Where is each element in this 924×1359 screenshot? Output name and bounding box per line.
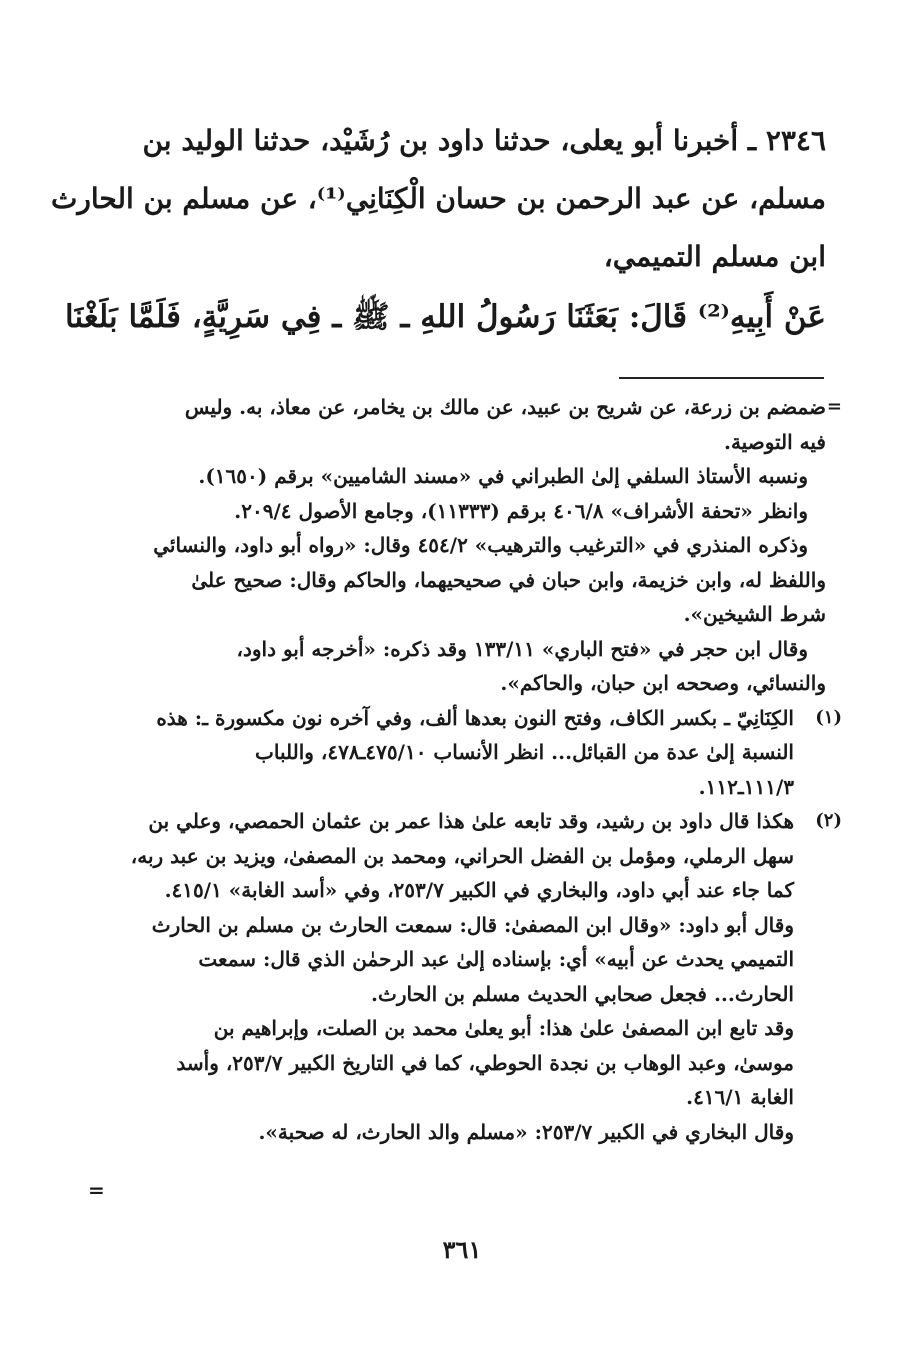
footnote-line: وقال أبو داود: «وقال ابن المصفىٰ: قال: سمعت الحارث بن مسلم بن الحارث <box>151 912 794 937</box>
hadith-line: ابن مسلم التميمي، <box>603 240 826 273</box>
footnote-2 <box>108 804 842 1149</box>
footnote-line: التميمي يحدث عن أبيه» أي: بإسناده إلىٰ عبد الرحمٰن الذي قال: سمعت <box>198 947 794 971</box>
footnote-line: وقال ابن حجر في «فتح الباري» ١٣٣/١١ وقد ذكره: «أخرجه أبو داود، <box>236 636 808 661</box>
footnote-1 <box>108 701 842 805</box>
footnote-line: واللفظ له، وابن خزيمة، وابن حبان في صحيحيهما، والحاكم وقال: صحيح علىٰ <box>191 567 826 592</box>
footnote-line: فيه التوصية. <box>723 429 826 454</box>
footnote-line: وقال البخاري في الكبير ٢٥٣/٧: «مسلم والد الحارث، له صحبة». <box>258 1119 794 1144</box>
hadith-line: مسلم، عن عبد الرحمن بن حسان الْكِنَانِي⁽¹⁾، عن مسلم بن الحارث <box>50 182 826 215</box>
continuation-marker: = <box>826 396 842 417</box>
footnote-2-number: (٢) <box>815 810 842 831</box>
page-number: ٣٦١ <box>442 1235 482 1264</box>
footnote-line: ضمضم بن زرعة، عن شريح بن عبيد، عن مالك بن يخامر، عن معاذ، به. وليس <box>184 395 826 419</box>
footnote-line: النسبة إلىٰ عدة من القبائل... انظر الأنساب ٤٧٥/١٠ـ٤٧٨، واللباب <box>255 740 794 764</box>
hadith-text <box>50 112 826 346</box>
footnote-line: الحارث... فجعل صحابي الحديث مسلم بن الحارث. <box>371 981 794 1006</box>
footnote-line: كما جاء عند أبي داود، والبخاري في الكبير ٢٥٣/٧، وفي «أسد الغابة» ٤١٥/١. <box>164 878 794 902</box>
footnote-line: وذكره المنذري في «الترغيب والترهيب» ٤٥٤/٢ وقال: «رواه أبو داود، والنسائي <box>153 533 808 557</box>
footnote-line: هكذا قال داود بن رشيد، وقد تابعه علىٰ هذا عمر بن عثمان الحمصي، وعلي بن <box>148 809 794 833</box>
footnotes <box>108 390 842 1149</box>
footnote-line: وانظر «تحفة الأشراف» ٤٠٦/٨ برقم (١١٣٣٣)، وجامع الأصول ٢٠٩/٤. <box>234 498 808 523</box>
footnote-line: موسىٰ، وعبد الوهاب بن نجدة الحوطي، كما في التاريخ الكبير ٢٥٣/٧، وأسد <box>176 1050 794 1075</box>
hadith-line: ٢٣٤٦ ـ أخبرنا أبو يعلى، حدثنا داود بن رُشَيْد، حدثنا الوليد بن <box>142 124 826 157</box>
footnote-line: ١١١/٣ـ١١٢. <box>698 774 794 799</box>
footnote-divider <box>619 377 824 379</box>
footnote-line: ونسبه الأستاذ السلفي إلىٰ الطبراني في «مسند الشاميين» برقم (١٦٥٠). <box>198 464 808 488</box>
footnote-line: والنسائي، وصححه ابن حبان، والحاكم». <box>500 671 826 695</box>
footnote-line: الغابة ٤١٦/١. <box>686 1085 794 1109</box>
footnote-line: الكِنَانِيّ ـ بكسر الكاف، وفتح النون بعدها ألف، وفي آخره نون مكسورة ـ: هذه <box>156 705 794 730</box>
continuation-end-marker: = <box>88 1178 105 1202</box>
footnote-continuation <box>108 390 842 701</box>
footnote-line: سهل الرملي، ومؤمل بن الفضل الحراني، ومحمد بن المصفىٰ، ويزيد بن عبد ربه، <box>130 843 794 868</box>
hadith-line: عَنْ أَبِيهِ⁽²⁾ قَالَ: بَعَثَنَا رَسُولُ اللهِ ـ ﷺ ـ فِي سَرِيَّةٍ، فَلَمَّا بَلَغْنَا <box>65 299 826 335</box>
footnote-line: شرط الشيخين». <box>683 602 826 626</box>
footnote-line: وقد تابع ابن المصفىٰ علىٰ هذا: أبو يعلىٰ محمد بن الصلت، وإبراهيم بن <box>213 1016 794 1040</box>
footnote-1-number: (١) <box>815 706 842 728</box>
